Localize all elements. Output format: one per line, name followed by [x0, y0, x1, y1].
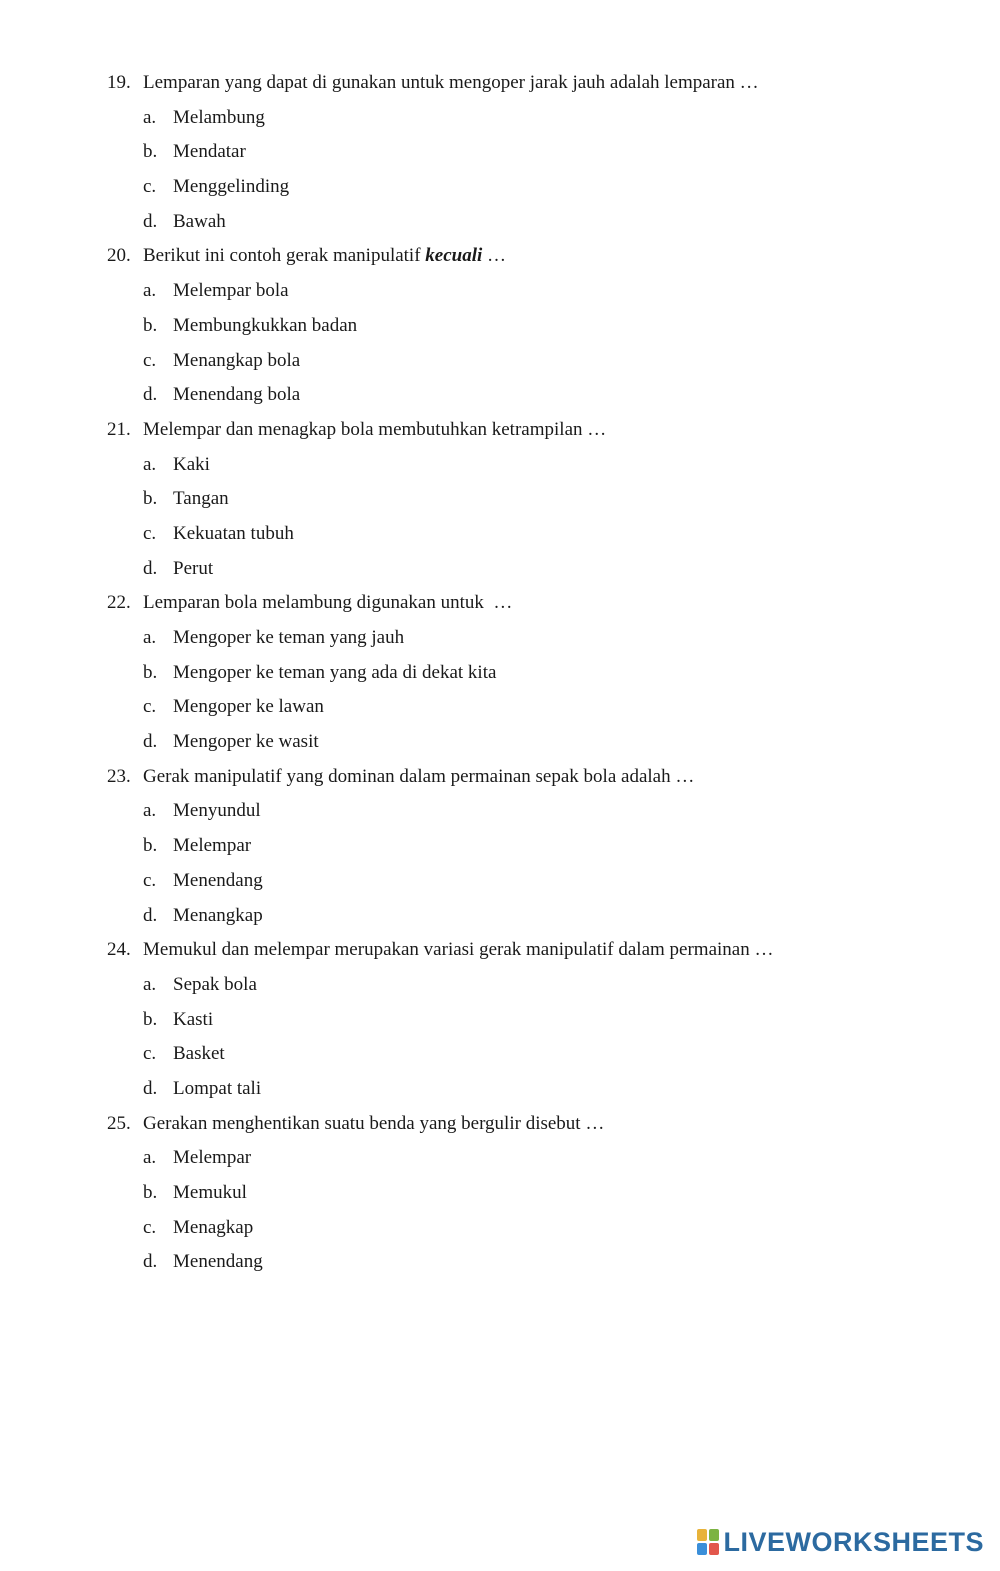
option-letter: b.: [143, 314, 158, 336]
option-text: Menangkap bola: [173, 349, 301, 371]
option-letter: c.: [143, 696, 157, 718]
question-number: 25.: [107, 1112, 131, 1134]
answer-option: [107, 1003, 967, 1038]
question-emphasis: kecuali: [425, 245, 483, 267]
option-text: Mengoper ke teman yang jauh: [173, 627, 405, 648]
option-letter: a.: [143, 106, 157, 128]
option-letter: b.: [143, 1182, 158, 1203]
question-text-line: [107, 760, 967, 795]
option-letter: c.: [143, 349, 157, 371]
answer-option: [107, 1176, 967, 1211]
question-text: Lemparan bola melambung digunakan untuk …: [143, 592, 513, 614]
option-text: Mengoper ke lawan: [173, 696, 324, 718]
option-text: Menggelinding: [173, 176, 290, 198]
question-text-line: [107, 239, 967, 274]
question-number: 23.: [107, 765, 131, 787]
option-text: Menangkap: [173, 904, 263, 926]
option-letter: c.: [143, 1216, 157, 1238]
answer-option: [107, 829, 967, 864]
option-letter: d.: [143, 731, 158, 753]
option-text: Memukul: [173, 1182, 247, 1203]
option-text: Basket: [173, 1043, 225, 1065]
answer-option: [107, 448, 967, 483]
question-text: Memukul dan melempar merupakan variasi gerak manipulatif dalam permainan …: [143, 939, 774, 961]
question-text-after: …: [482, 245, 507, 267]
option-letter: a.: [143, 800, 157, 822]
answer-option: [107, 135, 967, 170]
option-letter: d.: [143, 557, 158, 579]
question-text-line: [107, 413, 967, 448]
question-text: Berikut ini contoh gerak manipulatif: [143, 245, 426, 267]
option-letter: c.: [143, 522, 157, 544]
question-text: Gerak manipulatif yang dominan dalam permainan sepak bola adalah …: [143, 765, 695, 787]
answer-option: [107, 274, 967, 309]
answer-option: [107, 1037, 967, 1072]
option-letter: d.: [143, 1077, 158, 1099]
answer-option: [107, 170, 967, 205]
option-letter: d.: [143, 904, 158, 926]
option-text: Melempar: [173, 1147, 252, 1169]
option-text: Menyundul: [173, 800, 261, 822]
answer-option: [107, 621, 967, 656]
option-letter: d.: [143, 210, 158, 232]
answer-option: [107, 309, 967, 344]
question-number: 24.: [107, 939, 131, 961]
option-text: Menendang: [173, 1251, 263, 1273]
question-text: Lemparan yang dapat di gunakan untuk mengoper jarak jauh adalah lemparan …: [143, 72, 759, 93]
option-letter: c.: [143, 869, 157, 891]
option-text: Kaki: [173, 453, 210, 475]
option-text: Membungkukkan badan: [173, 314, 358, 336]
answer-option: [107, 552, 967, 587]
option-letter: b.: [143, 1008, 158, 1030]
option-letter: c.: [143, 1043, 157, 1065]
option-text: Kasti: [173, 1008, 214, 1030]
question-19: [107, 66, 967, 239]
question-number: 19.: [107, 72, 131, 93]
option-letter: b.: [143, 661, 158, 683]
liveworksheets-watermark: [697, 1525, 984, 1559]
answer-option: [107, 899, 967, 934]
answer-option: [107, 794, 967, 829]
answer-option: [107, 205, 967, 240]
answer-option: [107, 344, 967, 379]
option-text: Melambung: [173, 106, 265, 128]
option-text: Menendang bola: [173, 384, 301, 406]
question-list: [107, 66, 967, 1280]
answer-option: [107, 517, 967, 552]
answer-option: [107, 1072, 967, 1107]
option-letter: a.: [143, 973, 157, 995]
question-22: [107, 586, 967, 759]
option-text: Melempar bola: [173, 280, 289, 302]
option-letter: b.: [143, 835, 158, 857]
option-text: Mengoper ke teman yang ada di dekat kita: [173, 661, 497, 683]
question-text: Gerakan menghentikan suatu benda yang bergulir disebut …: [143, 1112, 605, 1134]
option-letter: d.: [143, 384, 158, 406]
question-20: [107, 239, 967, 412]
answer-option: [107, 656, 967, 691]
option-text: Mendatar: [173, 141, 246, 163]
option-letter: a.: [143, 453, 157, 475]
answer-option: [107, 482, 967, 517]
option-text: Tangan: [173, 488, 229, 510]
question-text: Melempar dan menagkap bola membutuhkan ketrampilan …: [143, 418, 607, 440]
question-21: [107, 413, 967, 586]
option-text: Menendang: [173, 869, 263, 891]
option-letter: b.: [143, 488, 158, 510]
question-text-line: [107, 1107, 967, 1142]
answer-option: [107, 378, 967, 413]
answer-option: [107, 1141, 967, 1176]
question-text-line: [107, 66, 967, 101]
option-letter: d.: [143, 1251, 158, 1273]
question-number: 20.: [107, 245, 131, 267]
option-text: Perut: [173, 557, 214, 579]
answer-option: [107, 1211, 967, 1246]
question-text-line: [107, 933, 967, 968]
question-23: [107, 760, 967, 933]
option-letter: a.: [143, 280, 157, 302]
question-text-line: [107, 586, 967, 621]
answer-option: [107, 968, 967, 1003]
option-letter: c.: [143, 176, 157, 198]
option-text: Sepak bola: [173, 973, 257, 995]
answer-option: [107, 690, 967, 725]
answer-option: [107, 1245, 967, 1280]
option-text: Lompat tali: [173, 1077, 262, 1099]
option-letter: a.: [143, 1147, 157, 1169]
liveworksheets-logo-icon: [697, 1529, 719, 1555]
option-text: Bawah: [173, 210, 226, 232]
question-number: 21.: [107, 418, 131, 440]
option-text: Menagkap: [173, 1216, 254, 1238]
answer-option: [107, 101, 967, 136]
option-text: Melempar: [173, 835, 252, 857]
option-text: Mengoper ke wasit: [173, 731, 319, 753]
answer-option: [107, 725, 967, 760]
option-text: Kekuatan tubuh: [173, 522, 294, 544]
option-letter: b.: [143, 141, 158, 163]
watermark-text: LIVEWORKSHEETS: [723, 1526, 984, 1557]
question-25: [107, 1107, 967, 1280]
answer-option: [107, 864, 967, 899]
option-letter: a.: [143, 627, 157, 648]
question-24: [107, 933, 967, 1106]
question-number: 22.: [107, 592, 131, 614]
